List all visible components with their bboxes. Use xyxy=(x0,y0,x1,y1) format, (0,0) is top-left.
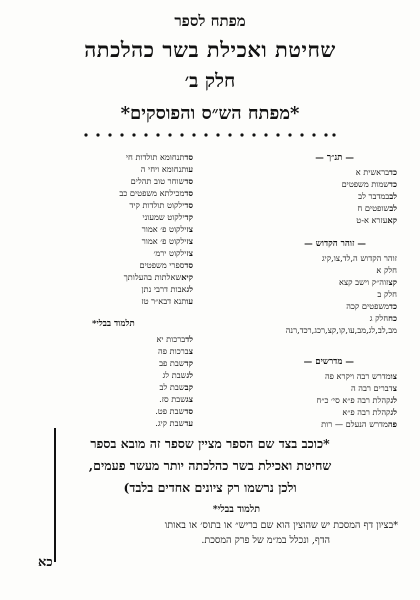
index-entry xyxy=(18,296,196,306)
entry-page: כד xyxy=(389,167,397,177)
index-entry xyxy=(18,394,196,404)
entry-page: סד xyxy=(184,406,193,416)
entry-page: כד xyxy=(389,179,397,189)
entry-name: חלק ב xyxy=(377,289,397,299)
entry-name: ילקוט פ׳ אמור xyxy=(141,236,187,246)
entry-name: שבת פט. xyxy=(155,406,185,416)
footnote-line-1: *בציון דף המסכת יש שהוצין הוא שם בריש״ או בתוס׳ או באותו xyxy=(164,520,398,531)
index-entry xyxy=(238,215,400,225)
note-line-1: *כוכב בצד שם הספר מציין שספר זה מובא בספר xyxy=(90,436,330,451)
entry-name: שוחר טוב תהלים xyxy=(130,176,185,186)
entry-page: צז xyxy=(186,224,193,234)
entry-name: ילקוט ירמ׳ xyxy=(153,248,187,258)
footnote-line-2: הדף, ונכלל במ״מ של פרק המסכת. xyxy=(201,535,330,546)
entry-page: עו xyxy=(186,164,193,174)
index-entry xyxy=(238,395,400,405)
entry-page: צ xyxy=(188,346,193,356)
entry-page: צו xyxy=(390,371,397,381)
index-entry xyxy=(18,260,196,270)
entry-name: שבת לג xyxy=(162,370,187,380)
index-entry xyxy=(18,188,196,198)
entry-page: סד xyxy=(184,200,193,210)
entry-name: ספרי משפטים xyxy=(139,260,185,270)
entry-page: לג xyxy=(390,395,397,405)
entry-name: שבת לב xyxy=(159,382,185,392)
entry-name: זוהר הקדוש ה,לד,צו,קיג xyxy=(321,253,397,263)
entry-name: משפטים קכה xyxy=(346,301,390,311)
note-line-2: שחיטת ואכילת בשר כהלכתה יותר מעשר פעמים, xyxy=(88,458,332,473)
entry-page: סד xyxy=(184,176,193,186)
entry-page: קד xyxy=(184,358,193,368)
index-entry xyxy=(18,212,196,222)
entry-page: קיא xyxy=(181,272,193,282)
midrash-header: — מדרשים — xyxy=(303,357,354,367)
index-entry xyxy=(18,418,196,428)
entry-name: שבת סז. xyxy=(159,394,186,404)
entry-page: סד xyxy=(184,152,193,162)
entry-name: אבות דרבי נתן xyxy=(141,284,187,294)
index-entry xyxy=(18,406,196,416)
entry-page: קב xyxy=(184,382,193,392)
index-entry xyxy=(18,164,196,174)
index-entry xyxy=(18,346,196,356)
index-entry xyxy=(18,358,196,368)
entry-name: תנחומא תולדות חי xyxy=(125,152,185,162)
index-entry xyxy=(238,277,400,287)
index-entry xyxy=(18,152,196,162)
part-title: חלק ב׳ xyxy=(184,70,236,92)
entry-name: מדרש רבה ויקרא פה xyxy=(324,371,391,381)
entry-page: כד xyxy=(389,301,397,311)
title-line-1: מפתח לספר xyxy=(174,12,246,30)
entry-name: עזרא א-ט xyxy=(356,215,388,225)
entry-page: לד xyxy=(185,334,193,344)
index-entry xyxy=(18,284,196,294)
entry-name: במדבר לב xyxy=(358,191,390,201)
index-entry xyxy=(238,325,400,335)
zohar-header: — זוהר הקדוש — xyxy=(304,239,366,249)
entry-name: שאלתות בהעלותך xyxy=(123,272,182,282)
index-entry xyxy=(238,191,400,201)
entry-page: צ xyxy=(392,383,397,393)
entry-name: מב,לב,לג,מב,עו,קו,קצ,רכג,רכד,רנה xyxy=(285,325,397,335)
index-entry xyxy=(238,289,400,299)
entry-name: תנא דבא״ר טז xyxy=(141,296,187,306)
index-entry xyxy=(18,224,196,234)
entry-name: שבת קיג. xyxy=(155,418,185,428)
entry-page: עו xyxy=(186,296,193,306)
index-entry xyxy=(18,200,196,210)
entry-page: לג xyxy=(390,407,397,417)
entry-page: צז xyxy=(186,248,193,258)
entry-page: לג xyxy=(186,370,193,380)
entry-page: קד xyxy=(184,212,193,222)
entry-page: סד xyxy=(184,188,193,198)
index-entry xyxy=(238,301,400,311)
entry-name: ילקוט פ׳ אמור xyxy=(141,224,187,234)
entry-name: ברכות יא xyxy=(156,334,186,344)
entry-name: דברים רבה ה xyxy=(350,383,393,393)
entry-page: לב xyxy=(389,191,397,201)
index-entry xyxy=(238,383,400,393)
entry-page: עד xyxy=(184,418,193,428)
entry-page: לב xyxy=(389,203,397,213)
entry-name: תנחומא ויחי ה xyxy=(140,164,187,174)
entry-name: ילקוט שמעוני xyxy=(142,212,185,222)
index-entry xyxy=(238,167,400,177)
entry-name: שופטים ח xyxy=(357,203,390,213)
entry-name: ברכות פה xyxy=(158,346,189,356)
index-entry xyxy=(238,265,400,275)
entry-page: צז xyxy=(186,236,193,246)
tanakh-header: — תנ״ך — xyxy=(315,153,354,163)
entry-page: קא xyxy=(387,215,397,225)
index-entry xyxy=(238,407,400,417)
index-entry xyxy=(238,203,400,213)
entry-name: חלק ג xyxy=(369,313,389,323)
entry-name: מכילתא משפטים כב xyxy=(119,188,185,198)
entry-page: כח xyxy=(388,313,397,323)
note-subheader: תלמוד בבלי* xyxy=(212,504,260,515)
entry-name: בראשית א xyxy=(355,167,390,177)
entry-name: ילקוט תולדות קיד xyxy=(129,200,185,210)
book-title: שחיטת ואכילת בשר כהלכתה xyxy=(84,37,336,62)
entry-page: סד xyxy=(184,260,193,270)
entry-name: שבת פב xyxy=(159,358,185,368)
ornament-divider xyxy=(80,130,340,140)
entry-name: חלק א xyxy=(376,265,397,275)
index-entry xyxy=(238,371,400,381)
index-entry xyxy=(238,179,400,189)
index-entry xyxy=(18,176,196,186)
entry-name: שמות משפטים xyxy=(341,179,390,189)
index-entry xyxy=(18,236,196,246)
index-title: *מפתח הש״ס והפוסקים* xyxy=(120,103,300,124)
talmud-header: תלמוד בבלי* xyxy=(92,319,135,329)
index-entry xyxy=(18,370,196,380)
index-entry xyxy=(238,253,400,263)
entry-name: קהלת רבה פ״א סי׳ כ״ח xyxy=(316,395,391,405)
index-entry xyxy=(238,313,400,323)
entry-name: זוה״ק וישב קצא xyxy=(338,277,389,287)
entry-page: פה xyxy=(387,419,397,429)
entry-page: לג xyxy=(186,284,193,294)
page-number: כא xyxy=(38,555,53,570)
entry-page: צג xyxy=(186,394,193,404)
index-entry xyxy=(18,382,196,392)
entry-page: קצ xyxy=(388,277,397,287)
index-entry xyxy=(18,334,196,344)
entry-name: מדרש הנעלם — רות xyxy=(321,419,388,429)
entry-name: קהלת רבה פ״א xyxy=(342,407,391,417)
index-entry xyxy=(18,272,196,282)
index-entry xyxy=(18,248,196,258)
note-line-3: ולכן נרשמו רק ציונים אחדים בלבד) xyxy=(123,480,297,495)
